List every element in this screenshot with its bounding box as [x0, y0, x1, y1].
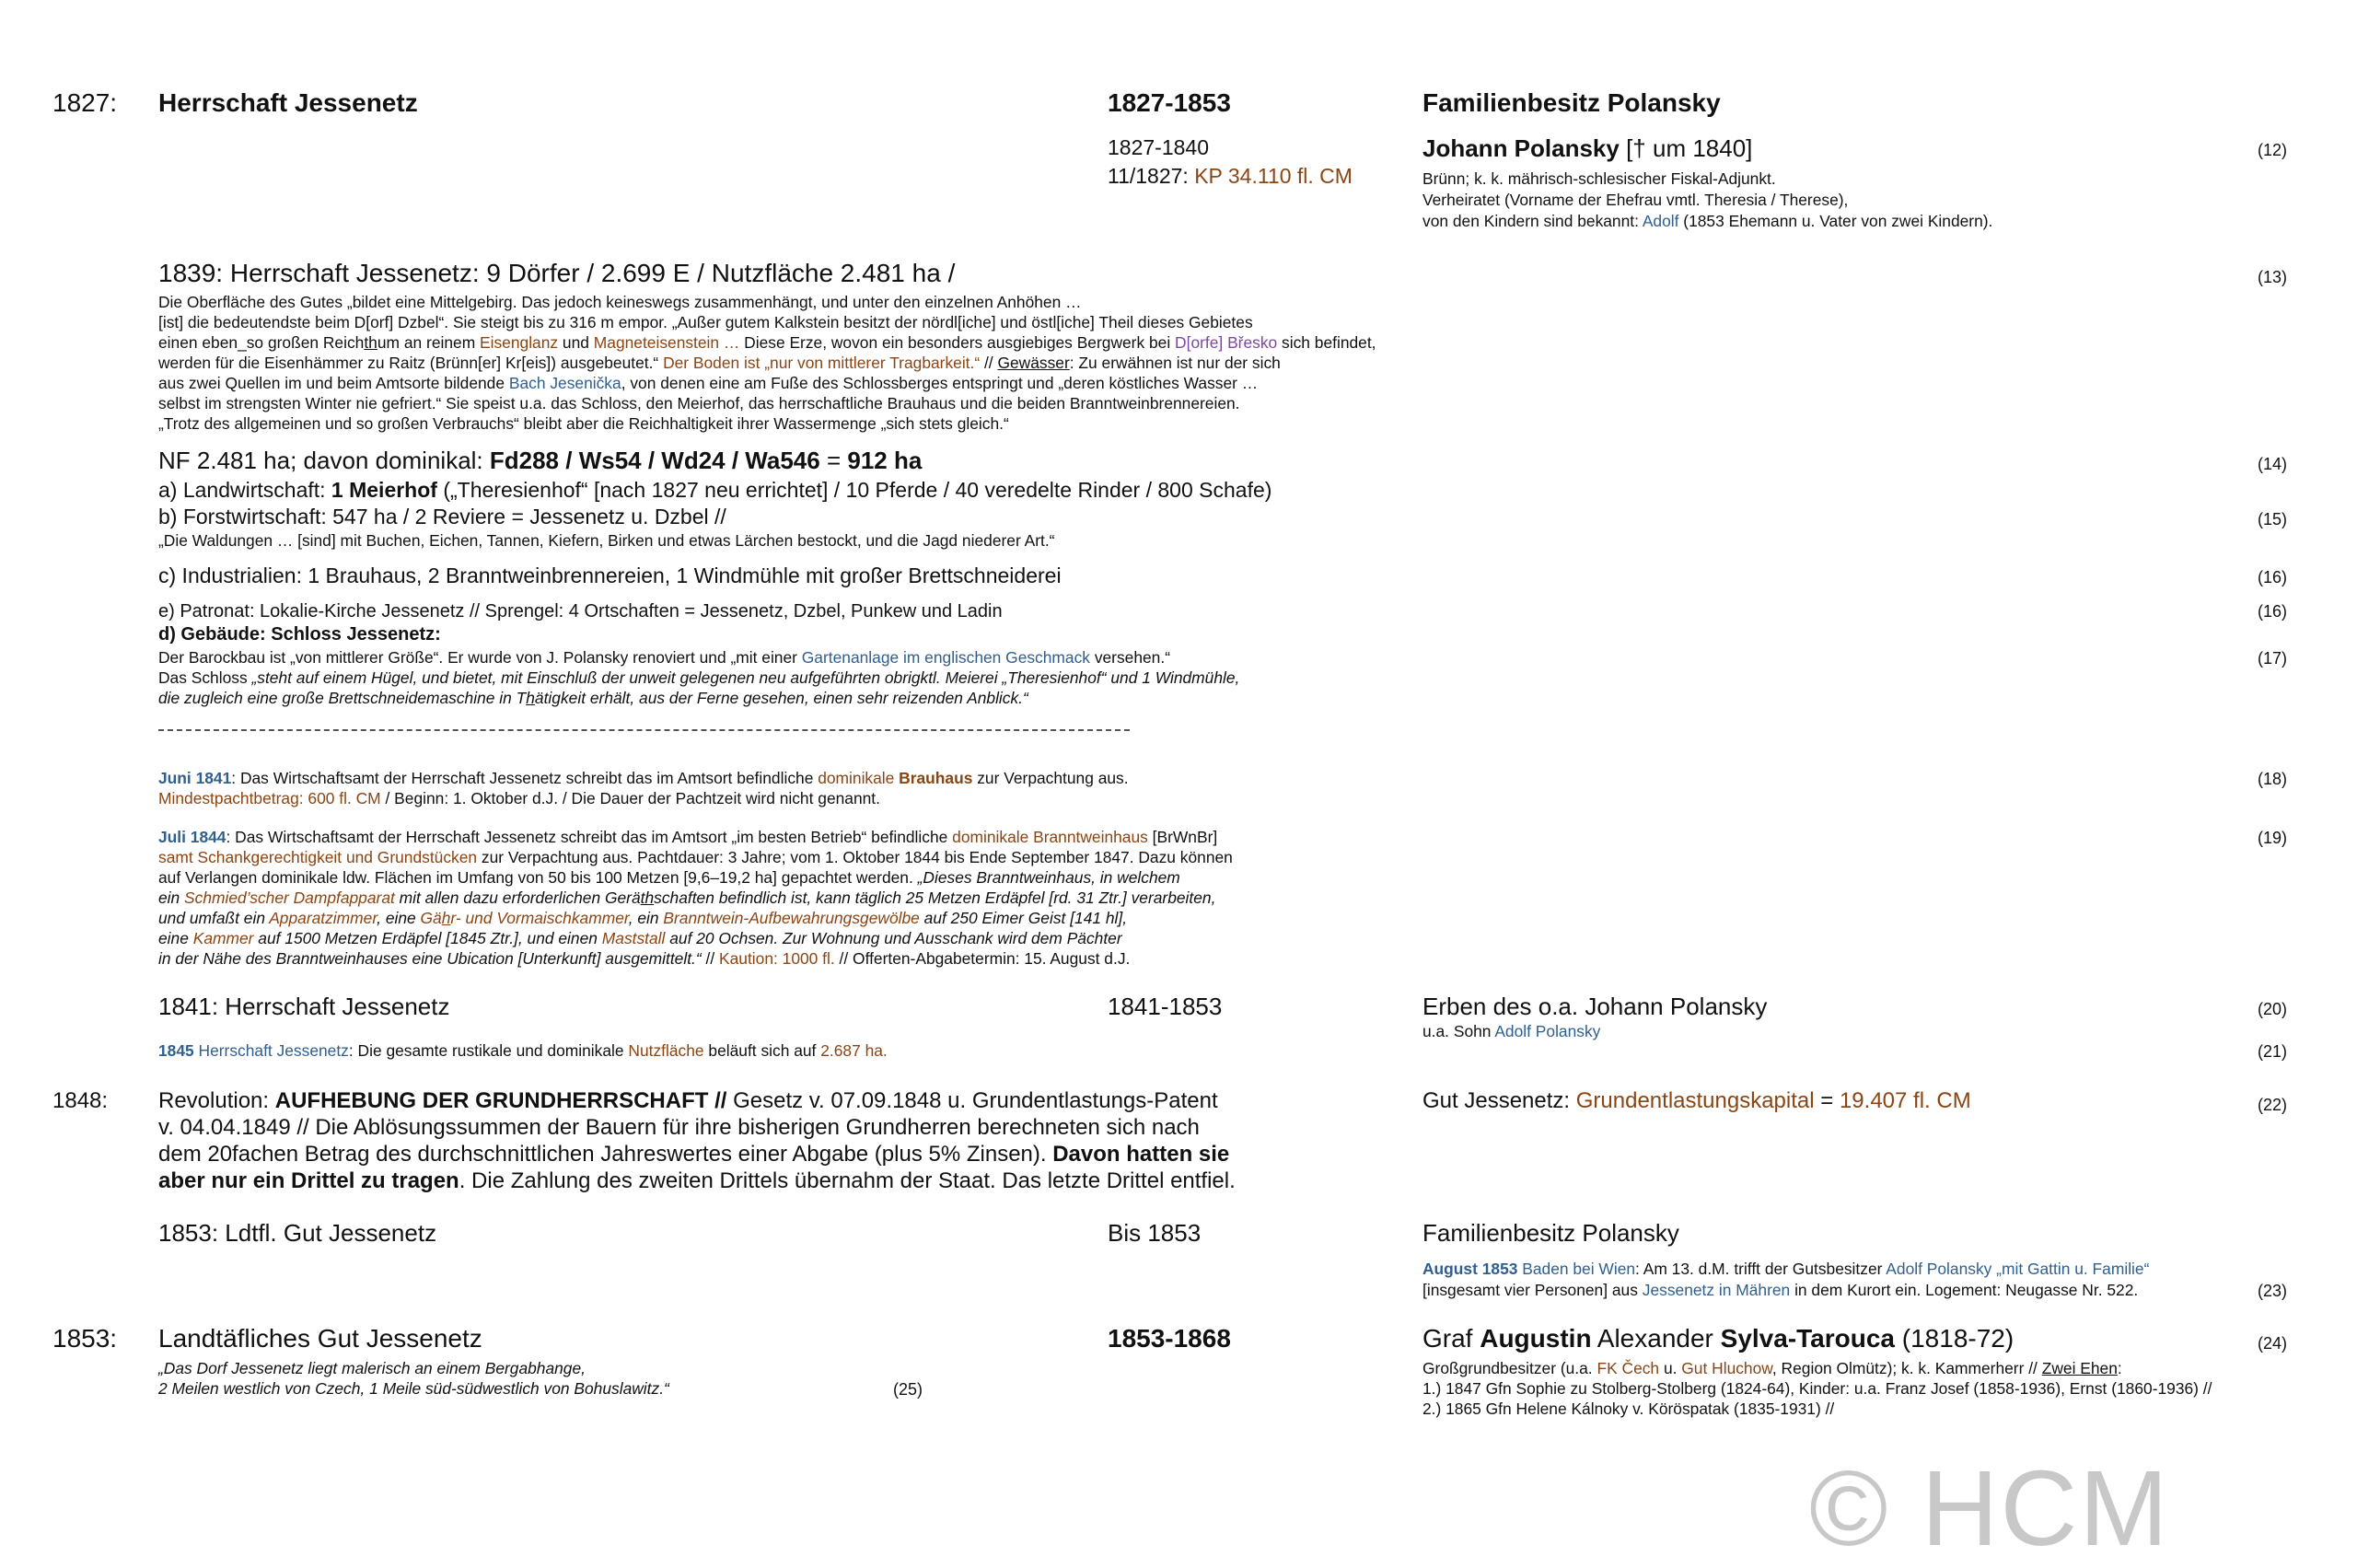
industrialien-line: c) Industrialien: 1 Brauhaus, 2 Branntweinbrennereien, 1 Windmühle mit großer Brettschneiderei	[158, 563, 1062, 587]
revolution-line2: v. 04.04.1849 // Die Ablösungssummen der Bauern für ihre bisherigen Grundherren berechneten sich nach	[158, 1115, 1200, 1140]
desc-1839-line2: [ist] die bedeutendste beim D[orf] Dzbel“. Sie steigt bis zu 316 m empor. „Außer gutem Kalkstein besitzt der nördl[iche] und östl[iche] Theil dieses Gebietes	[158, 313, 1253, 331]
ref-14: (14)	[2258, 455, 2288, 473]
owner-johann-polansky: Johann Polansky [† um 1840]	[1422, 134, 1753, 162]
revolution-line4: aber nur ein Drittel zu tragen. Die Zahlung des zweiten Drittels übernahm der Staat. Das letzte Drittel entfiel.	[158, 1168, 1236, 1193]
owner-sylva-tarouca: Graf Augustin Alexander Sylva-Tarouca (1818-72)	[1422, 1324, 2014, 1353]
revolution-line1: Revolution: AUFHEBUNG DER GRUNDHERRSCHAFT // Gesetz v. 07.09.1848 u. Grundentlastungs-Patent	[158, 1088, 1218, 1113]
ref-23: (23)	[2258, 1282, 2288, 1300]
forstwirtschaft-line: b) Forstwirtschaft: 547 ha / 2 Reviere = Jessenetz u. Dzbel //	[158, 505, 726, 528]
nf-line: NF 2.481 ha; davon dominikal: Fd288 / Ws54 / Wd24 / Wa546 = 912 ha	[158, 447, 923, 474]
owner-familienbesitz: Familienbesitz Polansky	[1422, 88, 1721, 117]
dashed-divider	[158, 729, 1130, 731]
kp-line: 11/1827: KP 34.110 fl. CM	[1108, 164, 1353, 188]
owner-erben-sub: u.a. Sohn Adolf Polansky	[1422, 1022, 1601, 1040]
juli-1844-line2: samt Schankgerechtigkeit und Grundstücken zur Verpachtung aus. Pachtdauer: 3 Jahre; vom 1. Oktober 1844 bis Ende September 1847. Dazu können	[158, 848, 1233, 866]
gebaeude-line: d) Gebäude: Schloss Jessenetz:	[158, 624, 441, 645]
juni-1841-line1: Juni 1841: Das Wirtschaftsamt der Herrschaft Jessenetz schreibt das im Amtsort befindliche dominikale Brauhaus zur Verpachtung aus.	[158, 769, 1129, 787]
ref-24: (24)	[2258, 1334, 2288, 1353]
desc-1839-line5: aus zwei Quellen im und beim Amtsorte bildende Bach Jesenička, von denen eine am Fuße des Schlossberges entspringt und „deren köstliches Wasser …	[158, 374, 1259, 392]
sub-period-1827-1840: 1827-1840	[1108, 135, 1209, 159]
gebaeude-desc-2: Das Schloss „steht auf einem Hügel, und bietet, mit Einschluß der unweit gelegenen neu aufgeführten obrigktl. Meierei „Theresienhof“ und 1 Windmühle,	[158, 668, 1240, 687]
period-1827-1853: 1827-1853	[1108, 88, 1231, 117]
ref-16a: (16)	[2258, 568, 2288, 587]
ref-25: (25)	[893, 1380, 923, 1399]
period-bis-1853: Bis 1853	[1108, 1219, 1202, 1247]
quote-dorf-2: 2 Meilen westlich von Czech, 1 Meile süd-südwestlich von Bohuslawitz.“	[158, 1379, 669, 1398]
owner-desc-sylva-2: 1.) 1847 Gfn Sophie zu Stolberg-Stolberg (1824-64), Kinder: u.a. Franz Josef (1858-1936), Ernst (1860-1936) //	[1422, 1379, 2212, 1398]
desc-1839-line3: einen eben_so großen Reichthum an reinem Eisenglanz und Magneteisenstein … Diese Erze, wovon ein besonders ausgiebiges Bergwerk bei D[orfe] Břesko sich befindet,	[158, 333, 1376, 352]
owner-erben: Erben des o.a. Johann Polansky	[1422, 993, 1768, 1020]
ref-19: (19)	[2258, 829, 2288, 847]
owner-desc-1: Brünn; k. k. mährisch-schlesischer Fiskal-Adjunkt.	[1422, 169, 1776, 188]
juli-1844-line6: eine Kammer auf 1500 Metzen Erdäpfel [1845 Ztr.], und einen Maststall auf 20 Ochsen. Zur Wohnung und Ausschank wird dem Pächter	[158, 929, 1122, 947]
title-ldtfl-1853: 1853: Ldtfl. Gut Jessenetz	[158, 1219, 437, 1247]
owner-familienbesitz-2: Familienbesitz Polansky	[1422, 1219, 1679, 1247]
ref-12: (12)	[2258, 141, 2288, 159]
forst-quote: „Die Waldungen … [sind] mit Buchen, Eichen, Tannen, Kiefern, Birken und etwas Lärchen bestockt, und die Jagd niederer Art.“	[158, 531, 1055, 550]
juli-1844-line1: Juli 1844: Das Wirtschaftsamt der Herrschaft Jessenetz schreibt das im Amtsort „im besten Betrieb“ befindliche dominikale Branntweinhaus [BrWnBr]	[158, 828, 1218, 846]
owner-desc-sylva-1: Großgrundbesitzer (u.a. FK Čech u. Gut Hluchow, Region Olmütz); k. k. Kammerherr // Zwei Ehen:	[1422, 1359, 2122, 1377]
gebaeude-desc-3: die zugleich eine große Brettschneidemaschine in Thätigkeit erhält, aus der Ferne gesehen, einen sehr reizenden Anblick.“	[158, 689, 1028, 707]
note-august-1853-line1: August 1853 Baden bei Wien: Am 13. d.M. trifft der Gutsbesitzer Adolf Polansky „mit Gattin u. Familie“	[1422, 1260, 2150, 1278]
juli-1844-line7: in der Nähe des Branntweinhauses eine Ubication [Unterkunft] ausgemittelt.“ // Kaution: 1000 fl. // Offerten-Abgabetermin: 15. August d.J.	[158, 949, 1131, 968]
ref-20: (20)	[2258, 1000, 2288, 1018]
ref-13: (13)	[2258, 268, 2288, 286]
period-1841-1853: 1841-1853	[1108, 993, 1223, 1020]
ref-22: (22)	[2258, 1096, 2288, 1114]
juli-1844-line4: ein Schmied’scher Dampfapparat mit allen dazu erforderlichen Geräthschaften befindlich ist, kann täglich 25 Metzen Erdäpfel [rd. 31 Ztr.] verarbeiten,	[158, 889, 1216, 907]
ref-15: (15)	[2258, 510, 2288, 528]
desc-1839-line1: Die Oberfläche des Gutes „bildet eine Mittelgebirg. Das jedoch keineswegs zusammenhängt, und unter den einzelnen Anhöhen …	[158, 293, 1082, 311]
desc-1839-line7: „Trotz des allgemeinen und so großen Verbrauchs“ bleibt aber die Reichhaltigkeit ihrer Wassermenge „sich stets gleich.“	[158, 414, 1009, 433]
title-landtaefliches-gut: Landtäfliches Gut Jessenetz	[158, 1324, 482, 1353]
gut-grundentlastung: Gut Jessenetz: Grundentlastungskapital = 19.407 fl. CM	[1422, 1088, 1971, 1113]
ref-18: (18)	[2258, 770, 2288, 788]
quote-dorf-1: „Das Dorf Jessenetz liegt malerisch an einem Bergabhange,	[158, 1359, 586, 1377]
juli-1844-line5: und umfaßt ein Apparatzimmer, eine Gähr- und Vormaischkammer, ein Branntwein-Aufbewahrungsgewölbe auf 250 Eimer Geist [141 hl],	[158, 909, 1128, 927]
ref-16b: (16)	[2258, 602, 2288, 621]
ref-21: (21)	[2258, 1042, 2288, 1061]
title-herrschaft-1841: 1841: Herrschaft Jessenetz	[158, 993, 450, 1020]
heading-1839: 1839: Herrschaft Jessenetz: 9 Dörfer / 2.699 E / Nutzfläche 2.481 ha /	[158, 259, 956, 287]
year-1827: 1827:	[52, 88, 118, 117]
year-1848: 1848:	[52, 1088, 109, 1113]
period-1853-1868: 1853-1868	[1108, 1324, 1231, 1353]
note-1845: 1845 Herrschaft Jessenetz: Die gesamte rustikale und dominikale Nutzfläche beläuft sich auf 2.687 ha.	[158, 1041, 888, 1060]
landwirtschaft-line: a) Landwirtschaft: 1 Meierhof („Theresienhof“ [nach 1827 neu errichtet] / 10 Pferde / 40 veredelte Rinder / 800 Schafe)	[158, 478, 1272, 502]
note-august-1853-line2: [insgesamt vier Personen] aus Jessenetz in Mähren in dem Kurort ein. Logement: Neugasse Nr. 522.	[1422, 1281, 2139, 1299]
title-herrschaft-1827: Herrschaft Jessenetz	[158, 88, 418, 117]
owner-desc-3: von den Kindern sind bekannt: Adolf (1853 Ehemann u. Vater von zwei Kindern).	[1422, 212, 1993, 230]
juni-1841-line2: Mindestpachtbetrag: 600 fl. CM / Beginn: 1. Oktober d.J. / Die Dauer der Pachtzeit wird nicht genannt.	[158, 789, 880, 807]
gebaeude-desc-1: Der Barockbau ist „von mittlerer Größe“. Er wurde von J. Polansky renoviert und „mit einer Gartenanlage im englischen Geschmack versehen.“	[158, 648, 1170, 667]
copyright-watermark: © HCM	[1809, 1448, 2170, 1568]
owner-desc-2: Verheiratet (Vorname der Ehefrau vmtl. Theresia / Therese),	[1422, 191, 1849, 209]
owner-desc-sylva-3: 2.) 1865 Gfn Helene Kálnoky v. Köröspatak (1835-1931) //	[1422, 1400, 1835, 1418]
revolution-line3: dem 20fachen Betrag des durchschnittlichen Jahreswertes einer Abgabe (plus 5% Zinsen). Davon hatten sie	[158, 1142, 1230, 1167]
desc-1839-line6: selbst im strengsten Winter nie gefriert.“ Sie speist u.a. das Schloss, den Meierhof, das herrschaftliche Brauhaus und die beiden Branntweinbrennereien.	[158, 394, 1240, 412]
desc-1839-line4: werden für die Eisenhämmer zu Raitz (Brünn[er] Kr[eis]) ausgebeutet.“ Der Boden ist „nur von mittlerer Tragbarkeit.“ // Gewässer: Zu erwähnen ist nur der sich	[158, 354, 1281, 372]
patronat-line: e) Patronat: Lokalie-Kirche Jessenetz // Sprengel: 4 Ortschaften = Jessenetz, Dzbel, Punkew und Ladin	[158, 601, 1003, 621]
juli-1844-line3: auf Verlangen dominikale ldw. Flächen im Umfang von 50 bis 100 Metzen [9,6–19,2 ha] gepachtet werden. „Dieses Branntweinhaus, in welchem	[158, 868, 1180, 887]
ref-17: (17)	[2258, 649, 2288, 668]
year-1853: 1853:	[52, 1324, 118, 1353]
